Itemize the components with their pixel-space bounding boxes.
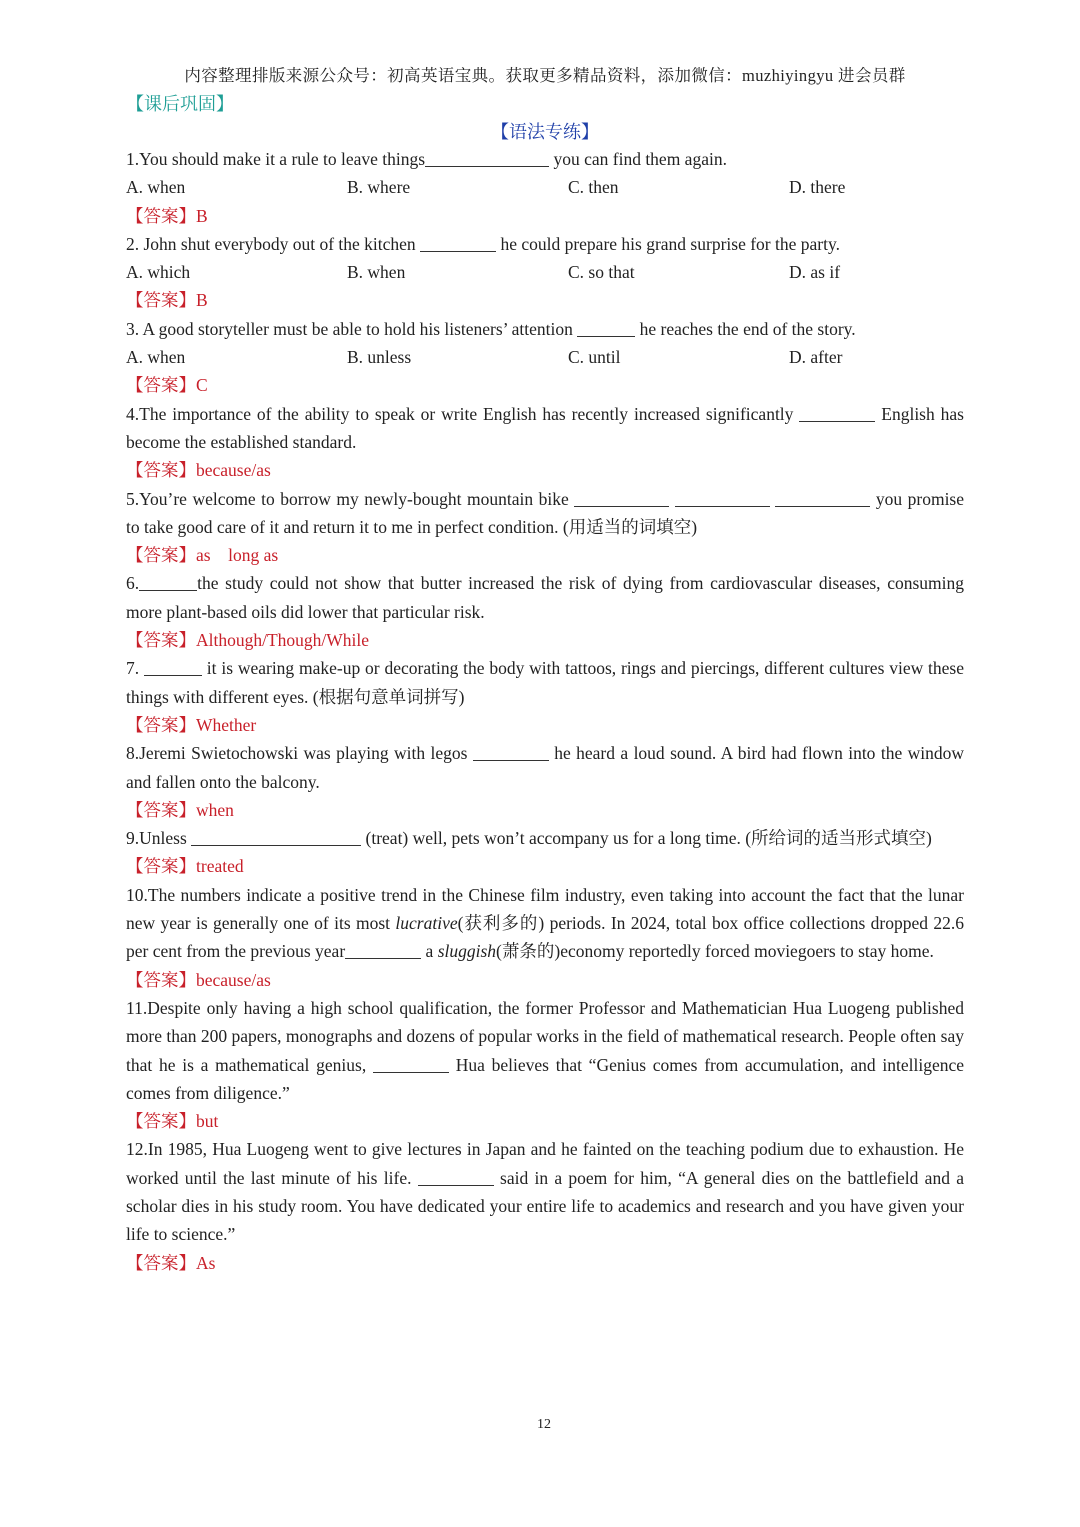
question-9: 9.Unless (treat) well, pets won’t accompany us for a long time. (所给词的适当形式填空) [126,828,932,849]
question-2: 2. John shut everybody out of the kitchen he could prepare his grand surprise for the party. [126,233,840,254]
blank [420,234,496,252]
blank [191,828,361,846]
answer-5: 【答案】as long as [126,545,279,566]
option-a: A. when [126,177,186,198]
option-b: B. when [347,262,406,283]
answer-3: 【答案】C [126,375,208,396]
question-12: 12.In 1985, Hua Luogeng went to give lectures in Japan and he fainted on the teaching podium due to exhaustion. He worked until the last minute of his life. said in a poem for him, “A general dies on the battlefield and a scholar dies in his study room. You have dedicated your entire life to academics and research and you have given your life to science.” [126,1139,964,1245]
question-11: 11.Despite only having a high school qualification, the former Professor and Mathematician Hua Luogeng published more than 200 papers, monographs and dozens of popular works in the field of mathematical research. People often say that he is a mathematical genius, Hua believes that “Genius comes from accumulation, and intelligence comes from diligence.” [126,997,965,1103]
blank [144,658,202,676]
answer-4: 【答案】because/as [126,460,271,481]
option-d: D. as if [789,262,841,283]
question-4: 4.The importance of the ability to speak or write English has recently increased significantly English has become the established standard. [126,403,964,452]
question-5: 5.You’re welcome to borrow my newly-bought mountain bike you promise to take good care of it and return it to me in perfect condition. (用适当的词填空) [126,488,965,537]
question-6: 6. the study could not show that butter increased the risk of dying from cardiovascular diseases, consuming more plant-based oils did lower that particular risk. [126,573,964,622]
answer-8: 【答案】when [126,799,234,820]
answer-6: 【答案】Although/Though/While [126,630,370,651]
options-2 [126,258,964,286]
options-1 [126,173,964,201]
question-3: 3. A good storyteller must be able to hold his listeners’ attention he reaches the end of the story. [126,318,856,339]
answer-1: 【答案】B [126,205,208,226]
section-title: 【课后巩固】 [126,94,234,114]
answer-11: 【答案】but [126,1111,219,1132]
answer-2: 【答案】B [126,290,208,311]
option-a: A. when [126,347,186,368]
blank [373,1055,449,1073]
blank [139,573,197,591]
blank [799,404,875,422]
blank [345,941,421,959]
blank [473,743,549,761]
question-8: 8.Jeremi Swietochowski was playing with legos he heard a loud sound. A bird had flown into the window and fallen onto the balcony. [126,743,964,792]
page-number: 12 [537,1417,551,1432]
blank [425,149,549,167]
options-3 [126,343,964,371]
option-c: C. so that [568,262,635,283]
option-a: A. which [126,262,191,283]
answer-12: 【答案】As [126,1252,216,1273]
option-c: C. then [568,177,619,198]
blank [675,489,770,507]
answer-10: 【答案】because/as [126,969,271,990]
question-7: 7. it is wearing make-up or decorating the body with tattoos, rings and piercings, different cultures view these things with different eyes. (根据句意单词拼写) [126,658,965,707]
blank [418,1168,494,1186]
answer-7: 【答案】Whether [126,714,257,735]
option-c: C. until [568,347,621,368]
page-header: 内容整理排版来源公众号：初高英语宝典。获取更多精品资料，添加微信：muzhiyingyu 进会员群 [184,66,906,85]
question-1: 1.You should make it a rule to leave things you can find them again. [126,149,727,169]
option-d: D. after [789,347,843,368]
question-list [126,145,964,1277]
question-10: 10.The numbers indicate a positive trend in the Chinese film industry, even taking into account the fact that the lunar new year is generally one of its most lucrative(获利多的) periods. In 2024, total box office collections dropped 22.6 per cent from the previous year a sluggish(萧条的)economy reportedly forced moviegoers to stay home. [126,884,964,962]
sub-title: 【语法专练】 [491,122,599,142]
option-d: D. there [789,177,846,198]
blank [574,489,669,507]
blank [775,489,870,507]
answer-9: 【答案】treated [126,856,244,877]
blank [577,319,635,337]
option-b: B. where [347,177,411,198]
option-b: B. unless [347,347,412,368]
